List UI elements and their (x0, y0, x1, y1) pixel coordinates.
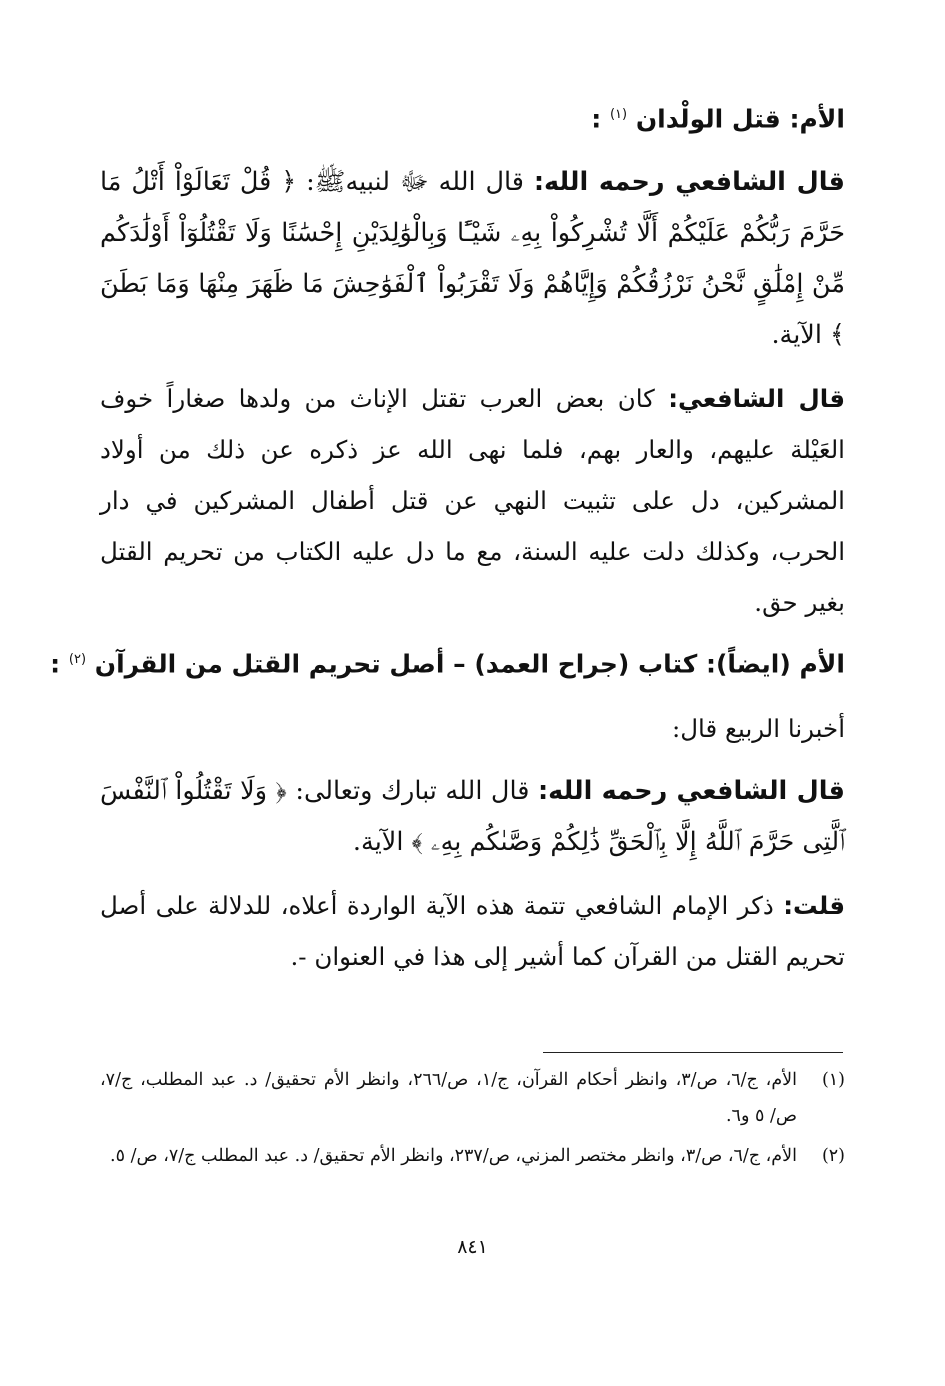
page-number: ٨٤١ (457, 1236, 488, 1258)
footnote-text: الأم، ج/٦، ص/٣، وانظر أحكام القرآن، ج/١، ص/٢٦٦، وانظر الأم تحقيق/ د. عبد المطلب، ج/٧، ص/ ٥ و٦. (100, 1070, 798, 1126)
footnote-item (100, 1062, 845, 1134)
paragraph-5-text: ذكر الإمام الشافعي تتمة هذه الآية الواردة أعلاه، للدلالة على أصل تحريم القتل من القرآن كما أشير إلى هذا في العنوان -. (100, 890, 845, 971)
footnote-item (100, 1138, 845, 1174)
paragraph-1-text: قال الله ﷻ لنبيهﷺ: ﴿ قُلْ تَعَالَوْاْ أَتْلُ مَا حَرَّمَ رَبُّكُمْ عَلَيْكُمْ أَلَّا تُشْرِكُواْ بِهِۦ شَيْـًٔا وَبِالْوَٰلِدَيْنِ إِحْسَٰنًا وَلَا تَقْتُلُوٓاْ أَوْلَٰدَكُم مِّنْ إِمْلَٰقٍ نَّحْنُ نَرْزُقُكُمْ وَإِيَّاهُمْ وَلَا تَقْرَبُواْ ٱلْفَوَٰحِشَ مَا ظَهَرَ مِنْهَا وَمَا بَطَنَ ﴾ الآية. (100, 167, 845, 351)
heading-2-colon: : (50, 649, 61, 679)
section-heading-2 (50, 640, 845, 684)
paragraph-3-text: أخبرنا الربيع قال: (672, 713, 845, 743)
paragraph-1 (100, 157, 845, 361)
paragraph-5 (100, 880, 845, 982)
speaker-label: قال الشافعي: (668, 384, 845, 414)
paragraph-2-text: كان بعض العرب تقتل الإناث من ولدها صغاراً خوف العَيْلة عليهم، والعار بهم، فلما نهى الله عز ذكره عن ذلك من أولاد المشركين، دل على تثبيت النهي عن قتل أطفال المشركين في دار الحرب، وكذلك دلت عليه السنة، مع ما دل عليه الكتاب من تحريم القتل بغير حق. (100, 384, 845, 618)
speaker-label: قال الشافعي رحمه الله: (533, 167, 845, 198)
footnote-number: (٢) (821, 1146, 845, 1166)
footnote-ref-2[interactable]: (٢) (68, 652, 87, 668)
page-body (50, 95, 845, 994)
speaker-label: قلت: (783, 890, 845, 920)
footnote-ref-1[interactable]: (١) (609, 107, 628, 122)
paragraph-4 (100, 766, 845, 868)
paragraph-2 (100, 373, 845, 628)
heading-1-title: الأم: قتل الولْدان (635, 104, 845, 134)
footnotes (100, 1062, 845, 1178)
section-heading-1 (100, 95, 845, 139)
footnote-number: (١) (821, 1070, 845, 1090)
speaker-label: قال الشافعي رحمه الله: (537, 775, 845, 806)
heading-1-colon: : (591, 104, 602, 134)
paragraph-3 (100, 703, 845, 754)
footnote-divider (543, 1052, 843, 1053)
paragraph-4-text: قال الله تبارك وتعالى: ﴿ وَلَا تَقْتُلُواْ ٱلنَّفْسَ ٱلَّتِى حَرَّمَ ٱللَّهُ إِلَّا بِٱلْحَقِّ ذَٰلِكُمْ وَصَّىٰكُم بِهِۦ ﴾ الآية. (100, 775, 845, 857)
footnote-text: الأم، ج/٦، ص/٣، وانظر مختصر المزني، ص/٢٣٧، وانظر الأم تحقيق/ د. عبد المطلب ج/٧، ص/ ٥. (110, 1146, 797, 1166)
heading-2-title: الأم (ايضاً): كتاب (جراح العمد) – أصل تحريم القتل من القرآن (94, 649, 845, 679)
